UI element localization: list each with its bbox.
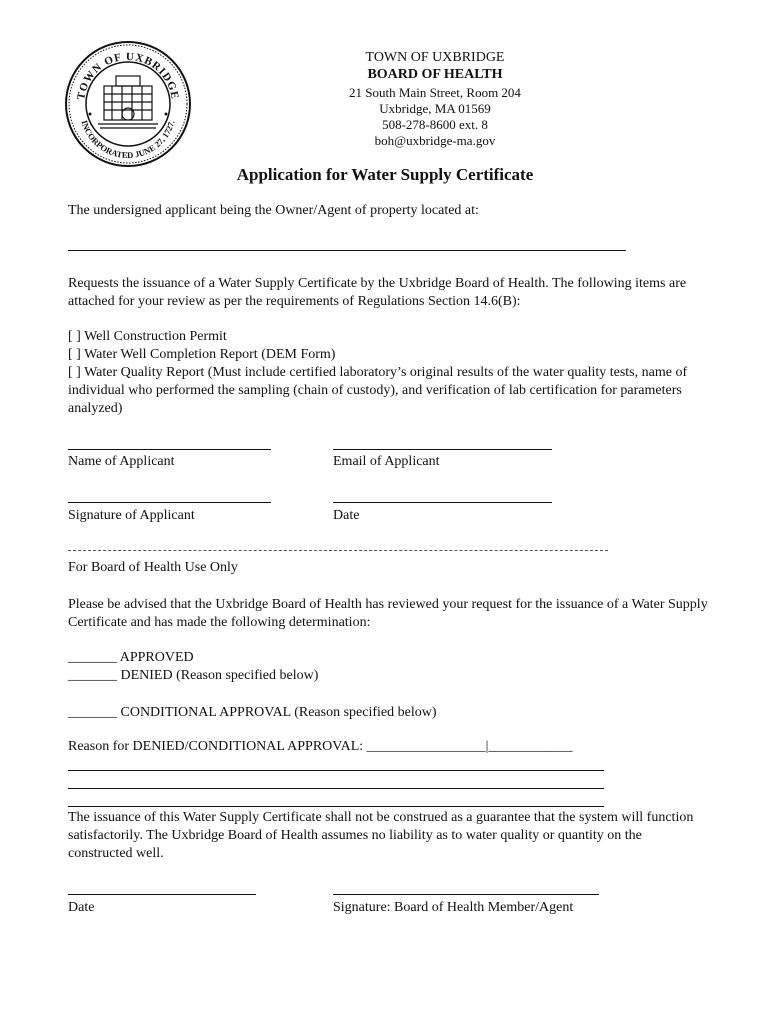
checklist-item-quality-report[interactable]: [ ] Water Quality Report (Must include certified laboratory’s original results of the water quality tests, name of individual who performed the sampling (chain of custody), and verification of lab certification for parameters analyzed) [68, 365, 688, 416]
town-seal-icon [64, 40, 192, 168]
header-town: TOWN OF UXBRIDGE [365, 50, 505, 65]
checklist-item-completion-report[interactable]: [ ] Water Well Completion Report (DEM Form) [68, 347, 336, 362]
request-text: Requests the issuance of a Water Supply Certificate by the Uxbridge Board of Health. The following items are attached for your review as per the requirements of Regulations Section 14.6(B): [68, 276, 687, 309]
name-field-line[interactable] [68, 449, 271, 450]
reason-line-1[interactable] [68, 770, 604, 771]
intro-text: The undersigned applicant being the Owner/Agent of property located at: [68, 203, 479, 218]
header-address: 21 South Main Street, Room 204 [349, 85, 521, 100]
property-address-line[interactable] [68, 250, 626, 251]
name-label: Name of Applicant [68, 454, 175, 469]
office-date-line[interactable] [68, 894, 256, 895]
date-field-line[interactable] [333, 502, 552, 503]
office-advice: Please be advised that the Uxbridge Board of Health has reviewed your request for the issuance of a Water Supply Certificate and has made the following determination: [68, 597, 708, 630]
header-email: boh@uxbridge-ma.gov [374, 133, 496, 148]
reason-line-3[interactable] [68, 806, 604, 807]
page-title: Application for Water Supply Certificate [236, 165, 534, 184]
disclaimer-text: The issuance of this Water Supply Certificate shall not be construed as a guarantee that the system will function satisfactorily. The Uxbridge Board of Health assumes no liability as to water quality or quantity on the constructed well. [68, 810, 694, 861]
checklist-item-well-permit[interactable]: [ ] Well Construction Permit [68, 329, 227, 344]
section-divider [68, 550, 608, 551]
office-signature-line[interactable] [333, 894, 599, 895]
signature-field-line[interactable] [68, 502, 271, 503]
header-city: Uxbridge, MA 01569 [379, 101, 491, 116]
header-board: BOARD OF HEALTH [367, 67, 503, 82]
svg-text:INCORPORATED JUNE 27, 1727. [79, 119, 176, 160]
office-heading: For Board of Health Use Only [68, 560, 238, 575]
seal-bottom-text: INCORPORATED JUNE 27, 1727. [79, 119, 177, 161]
denied-option[interactable]: _______ DENIED (Reason specified below) [68, 668, 319, 683]
reason-line-2[interactable] [68, 788, 604, 789]
reason-label[interactable]: Reason for DENIED/CONDITIONAL APPROVAL: _________________|____________ [68, 739, 573, 754]
signature-label: Signature of Applicant [68, 508, 195, 523]
email-field-line[interactable] [333, 449, 552, 450]
seal-top-text: TOWN OF UXBRIDGE [75, 50, 181, 101]
approved-option[interactable]: _______ APPROVED [68, 650, 194, 665]
date-label: Date [333, 508, 360, 523]
header-phone: 508-278-8600 ext. 8 [382, 117, 488, 132]
office-signature-label: Signature: Board of Health Member/Agent [333, 900, 574, 915]
conditional-option[interactable]: _______ CONDITIONAL APPROVAL (Reason specified below) [68, 705, 437, 720]
office-date-label: Date [68, 900, 95, 915]
email-label: Email of Applicant [333, 454, 440, 469]
mill-illustration [98, 76, 158, 128]
